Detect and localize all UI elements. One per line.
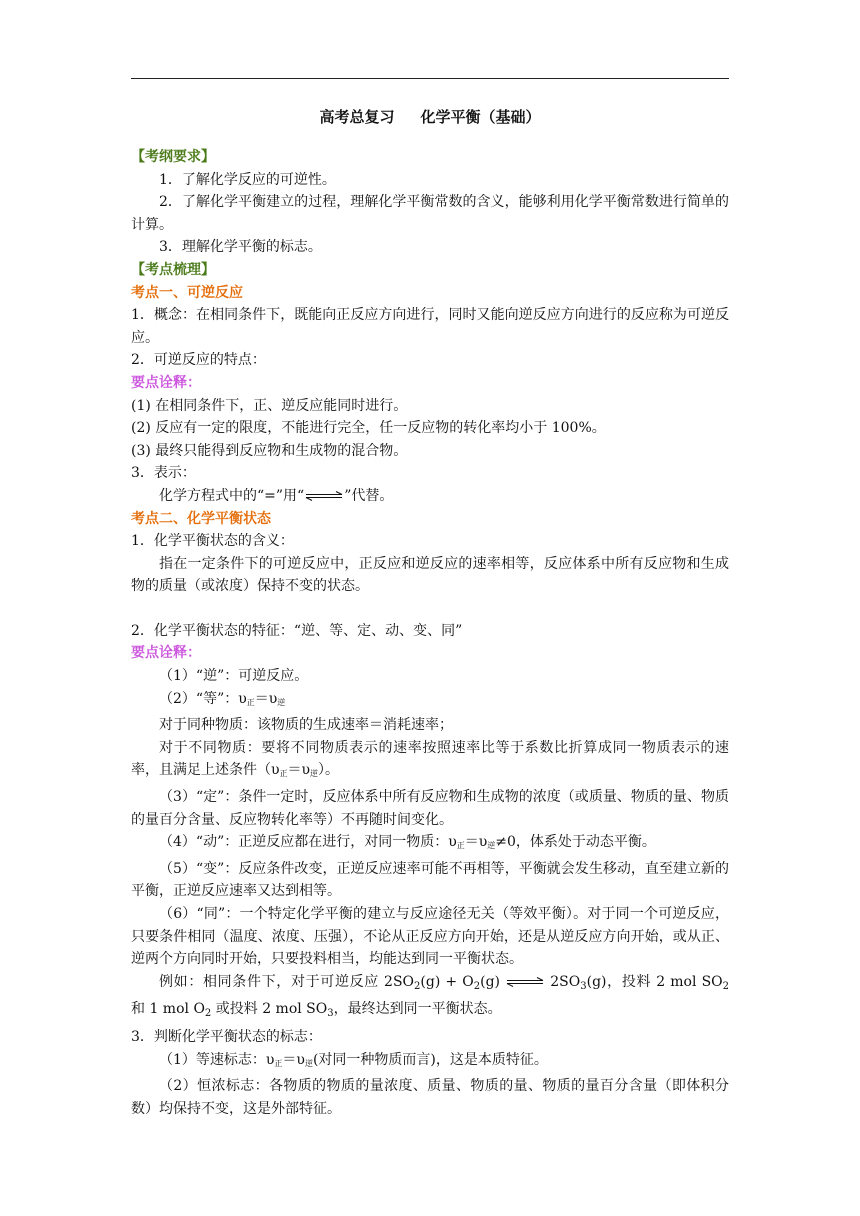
document-body <box>131 106 729 1120</box>
paragraph: 指在一定条件下的可逆反应中，正反应和逆反应的速率相等，反应体系中所有反应物和生成物的质量（或浓度）保持不变的状态。 <box>131 555 729 595</box>
note-heading: 要点诠释： <box>131 645 201 662</box>
feature-item: （6）“同”：一个特定化学平衡的建立与反应途径无关（等效平衡）。对于同一个可逆反应，只要条件相同（温度、浓度、压强），不论从正反应方向开始，还是从逆反应方向开始，或从正、逆两个方向同时开始，只要投料相当，均能达到同一平衡状态。 <box>131 906 729 968</box>
feature-item: （4）“动”：正逆反应都在进行，对同一物质：$\upsilon_正=\upsilon_逆\ne 0$，体系处于动态平衡。 <box>159 834 656 851</box>
reversible-arrow-icon <box>304 491 344 501</box>
feature-item: （5）“变”：反应条件改变，正逆反应速率可能不再相等，平衡就会发生移动，直至建立新的平衡，正逆反应速率又达到相等。 <box>131 860 729 900</box>
feature-item: （1）“逆”：可逆反应。 <box>159 668 309 685</box>
header-rule <box>131 78 729 79</box>
paragraph-equilibrium-symbol: 化学方程式中的“=”用“ ”代替。 <box>159 487 394 504</box>
note-item: (2) 反应有一定的限度，不能进行完全，任一反应物的转化率均小于 100%。 <box>131 420 606 437</box>
page-title: 高考总复习 化学平衡（基础） <box>319 108 541 126</box>
note-heading: 要点诠释： <box>131 374 201 391</box>
paragraph: 对于不同物质：要将不同物质表示的速率按照速率比等于系数比折算成同一物质表示的速率，且满足上述条件$(\upsilon_正=\upsilon_逆)$。 <box>131 739 729 779</box>
note-item: (3) 最终只能得到反应物和生成物的混合物。 <box>131 442 408 459</box>
feature-item: （2）“等”：$\upsilon_正=\upsilon_逆$ <box>159 690 286 707</box>
feature-item: （3）“定”：条件一定时，反应体系中所有反应物和生成物的浓度（或质量、物质的量、物质的量百分含量、反应物转化率等）不再随时间变化。 <box>131 789 729 828</box>
note-item: (1) 在相同条件下，正、逆反应能同时进行。 <box>131 397 408 414</box>
paragraph: 2．化学平衡状态的特征：“逆、等、定、动、变、同” <box>131 622 463 639</box>
topic-heading-1: 考点一、可逆反应 <box>131 284 243 301</box>
requirement-item: 2．了解化学平衡建立的过程，理解化学平衡常数的含义，能够利用化学平衡常数进行简单的计算。 <box>131 194 729 233</box>
paragraph: 2．可逆反应的特点： <box>131 352 266 369</box>
marker-item: （2）恒浓标志：各物质的物质的量浓度、质量、物质的量、物质的量百分含量（即体积分数）均保持不变，这是外部特征。 <box>131 1078 729 1117</box>
paragraph: 1．化学平衡状态的含义： <box>131 533 294 550</box>
marker-item: （1）等速标志：$\upsilon_正=\upsilon_逆$(对同一种物质而言)，这是本质特征。 <box>159 1051 548 1068</box>
paragraph: 3．表示： <box>131 465 196 482</box>
topic-heading-2: 考点二、化学平衡状态 <box>131 510 271 527</box>
example-paragraph: 例如：相同条件下，对于可逆反应 $2SO_2(g) + O_2(g)$ $2SO_3(g)$，投料 2 mol $SO_2$ 和 1 mol $O_2$ 或投料 2 mol $SO_3$，最终达到同一平衡状态。 <box>131 973 730 1020</box>
section-heading-requirements: 【考纲要求】 <box>131 149 215 165</box>
paragraph: 1．概念：在相同条件下，既能向正反应方向进行，同时又能向逆反应方向进行的反应称为可逆反应。 <box>131 307 729 346</box>
requirement-item: 3．理解化学平衡的标志。 <box>159 239 322 256</box>
paragraph: 对于同种物质：该物质的生成速率＝消耗速率； <box>159 717 453 734</box>
section-heading-points: 【考点梳理】 <box>131 261 215 278</box>
blank-line <box>131 598 729 620</box>
reversible-arrow-icon <box>505 977 545 987</box>
paragraph: 3．判断化学平衡状态的标志： <box>131 1028 322 1045</box>
requirement-item: 1．了解化学反应的可逆性。 <box>159 171 336 188</box>
